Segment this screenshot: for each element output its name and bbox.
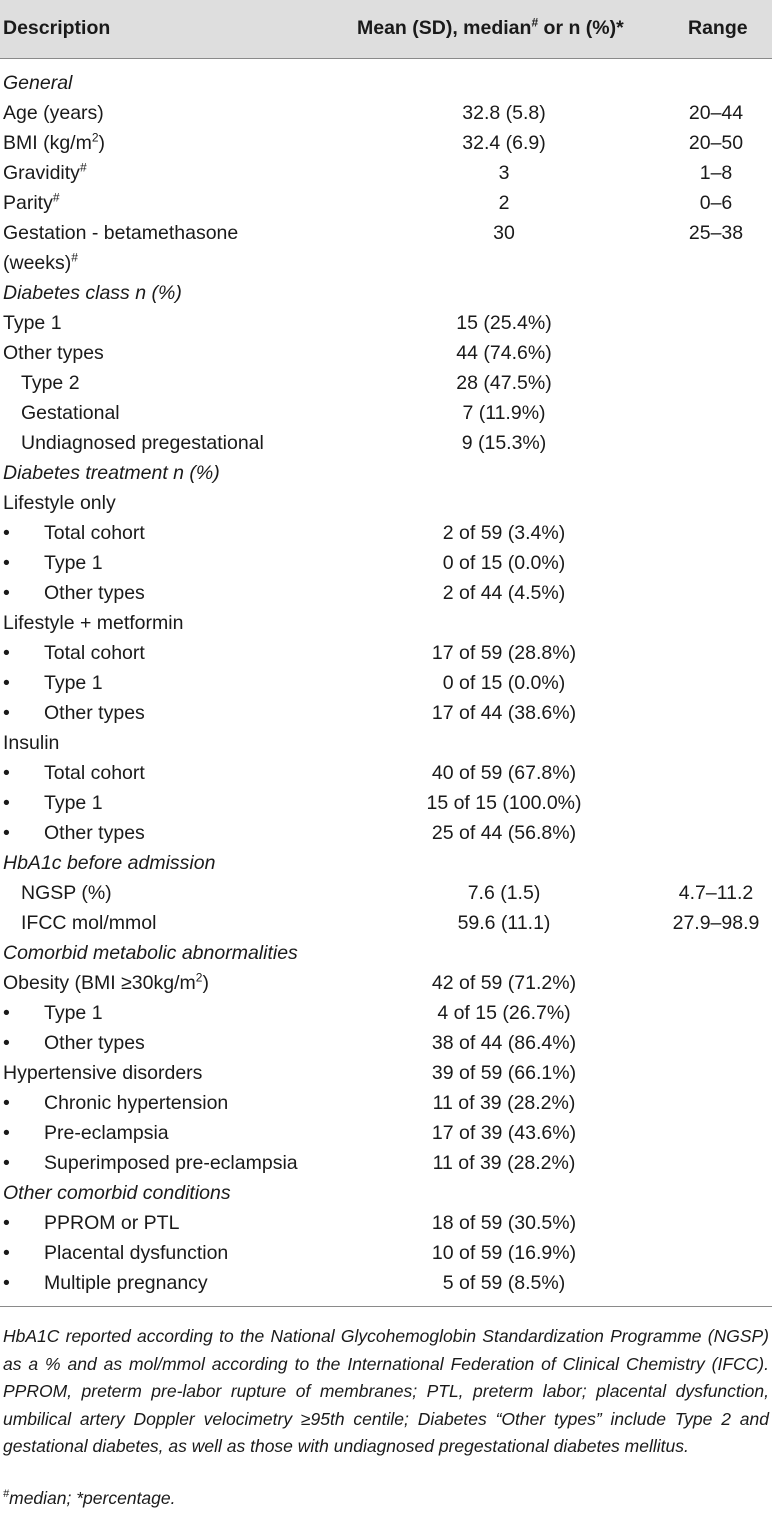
table-row <box>0 878 772 908</box>
table-footnote: HbA1C reported according to the National Glycohemoglobin Standardization Programme (NGSP) as a % and as mol/mmol according to the International Federation of Clinical Chemistry (IFCC). PPROM, preterm pre-labor rupture of membranes; PTL, preterm labor; placental dysfunction, umbilical artery Doppler velocimetry ≥95th centile; Diabetes “Other types” include Type 2 and gestational diabetes, as well as those with undiagnosed pregestational diabetes mellitus. <box>3 1326 769 1456</box>
row-label-text: Other types <box>3 342 104 364</box>
row-range: 20–50 <box>688 132 744 154</box>
table-row <box>0 968 772 998</box>
row-value: 40 of 59 (67.8%) <box>431 762 577 784</box>
table-header <box>0 0 772 59</box>
row-label <box>44 1268 208 1298</box>
row-value: 17 of 44 (38.6%) <box>431 702 577 724</box>
row-label-text: Type 1 <box>44 1002 103 1024</box>
table-row <box>0 1238 772 1268</box>
bullet-icon: • <box>3 762 10 784</box>
row-label-after: ) <box>98 132 106 154</box>
header-mean-suffix: or n (%)* <box>538 17 624 39</box>
row-value: 17 of 39 (43.6%) <box>431 1122 577 1144</box>
bullet-icon: • <box>3 672 10 694</box>
row-value: 2 <box>498 192 510 214</box>
row-label-sup: # <box>79 160 87 175</box>
row-value: 7.6 (1.5) <box>467 882 541 904</box>
table-row <box>0 428 772 458</box>
row-label-text: Lifestyle + metformin <box>3 612 184 634</box>
bullet-icon: • <box>3 1002 10 1024</box>
table-row <box>0 338 772 368</box>
row-label <box>3 938 298 968</box>
row-label-text: Total cohort <box>44 762 145 784</box>
row-value: 11 of 39 (28.2%) <box>432 1092 576 1114</box>
table-row <box>0 1058 772 1088</box>
row-label-text: Diabetes class n (%) <box>3 282 182 304</box>
row-value: 5 of 59 (8.5%) <box>442 1272 566 1294</box>
row-label <box>3 188 60 218</box>
row-range: 1–8 <box>699 162 733 184</box>
row-label-text: Gravidity <box>3 162 80 184</box>
table-row <box>0 578 772 608</box>
bullet-icon: • <box>3 1122 10 1144</box>
row-value: 25 of 44 (56.8%) <box>431 822 577 844</box>
header-range: Range <box>688 17 748 39</box>
table-row <box>0 1268 772 1298</box>
table-row <box>0 368 772 398</box>
row-value: 15 of 15 (100.0%) <box>426 792 582 814</box>
table-row <box>0 908 772 938</box>
bullet-icon: • <box>3 522 10 544</box>
section-row <box>0 1178 772 1208</box>
footnote-legend-text: median; *percentage. <box>9 1488 176 1508</box>
bullet-icon: • <box>3 552 10 574</box>
row-label <box>3 458 220 488</box>
row-label <box>3 68 72 98</box>
table-row <box>0 668 772 698</box>
header-mean-sup: # <box>531 15 539 30</box>
row-value: 7 (11.9%) <box>462 402 546 424</box>
row-label-text: Lifestyle only <box>3 492 116 514</box>
row-label-text: Type 1 <box>44 672 103 694</box>
row-label-text: Obesity (BMI ≥30kg/m <box>3 972 196 994</box>
row-label-after: ) <box>202 972 209 994</box>
row-value: 17 of 59 (28.8%) <box>431 642 577 664</box>
row-label <box>3 608 183 638</box>
row-label-text: Type 1 <box>44 552 103 574</box>
row-label-text: Placental dysfunction <box>44 1242 229 1264</box>
table-row <box>0 608 772 638</box>
table-row <box>0 1088 772 1118</box>
row-label-text: Chronic hypertension <box>44 1092 229 1114</box>
row-label <box>44 1208 179 1238</box>
row-label <box>44 1028 145 1058</box>
footnote-divider <box>0 1306 772 1307</box>
bullet-icon: • <box>3 1032 10 1054</box>
row-value: 32.4 (6.9) <box>462 132 546 154</box>
row-value: 0 of 15 (0.0%) <box>442 552 566 574</box>
row-label-text: General <box>3 72 73 94</box>
row-label <box>21 398 120 428</box>
row-value: 18 of 59 (30.5%) <box>431 1212 577 1234</box>
table-footnote-legend <box>3 1485 769 1513</box>
row-label-text: Hypertensive disorders <box>3 1062 203 1084</box>
row-label-text: HbA1c before admission <box>3 852 216 874</box>
row-value: 3 <box>498 162 510 184</box>
row-label-text: PPROM or PTL <box>44 1212 180 1234</box>
row-label <box>21 878 112 908</box>
row-label <box>3 338 104 368</box>
row-label <box>3 158 87 188</box>
row-label <box>44 518 145 548</box>
row-value: 30 <box>493 222 515 244</box>
row-label-text: Other comorbid conditions <box>3 1182 231 1204</box>
row-label-text: Other types <box>44 702 145 724</box>
bullet-icon: • <box>3 792 10 814</box>
bullet-icon: • <box>3 1092 10 1114</box>
row-value: 39 of 59 (66.1%) <box>431 1062 577 1084</box>
row-range: 27.9–98.9 <box>672 912 760 934</box>
section-row <box>0 278 772 308</box>
table-row <box>0 188 772 218</box>
table-row <box>0 128 772 158</box>
row-label <box>3 308 62 338</box>
row-label-text: Pre-eclampsia <box>44 1122 169 1144</box>
row-label <box>44 818 145 848</box>
section-row <box>0 458 772 488</box>
bullet-icon: • <box>3 1272 10 1294</box>
table-row <box>0 1148 772 1178</box>
row-label-text: Type 2 <box>21 372 80 394</box>
table-row <box>0 698 772 728</box>
row-label-text: Total cohort <box>44 522 145 544</box>
row-range: 0–6 <box>699 192 733 214</box>
row-label-text: BMI (kg/m <box>3 132 92 154</box>
section-row <box>0 848 772 878</box>
table-row <box>0 158 772 188</box>
row-label <box>21 368 80 398</box>
footnote-legend-sup: # <box>3 1488 10 1501</box>
table-row <box>0 998 772 1028</box>
row-label <box>44 998 103 1028</box>
row-label-text: Other types <box>44 822 145 844</box>
row-range: 25–38 <box>688 222 744 244</box>
row-value: 38 of 44 (86.4%) <box>431 1032 577 1054</box>
row-label <box>3 728 59 758</box>
table-row <box>0 758 772 788</box>
row-value: 4 of 15 (26.7%) <box>437 1002 571 1024</box>
row-value: 2 of 59 (3.4%) <box>442 522 566 544</box>
row-label <box>21 908 156 938</box>
table-row <box>0 248 772 278</box>
bullet-icon: • <box>3 1152 10 1174</box>
row-label-sup: 2 <box>195 970 203 985</box>
row-label <box>21 428 264 458</box>
table-row <box>0 1208 772 1238</box>
table-row <box>0 218 772 248</box>
row-label <box>3 218 238 248</box>
row-value: 11 of 39 (28.2%) <box>432 1152 576 1174</box>
table-row <box>0 1118 772 1148</box>
row-label <box>3 98 104 128</box>
row-label <box>44 698 145 728</box>
row-value: 44 (74.6%) <box>456 342 552 364</box>
row-label-text: Type 1 <box>44 792 103 814</box>
bullet-icon: • <box>3 1212 10 1234</box>
row-value: 59.6 (11.1) <box>457 912 551 934</box>
row-label <box>44 1088 228 1118</box>
row-label-text: Gestational <box>21 402 120 424</box>
bullet-icon: • <box>3 822 10 844</box>
row-label <box>44 578 145 608</box>
row-label <box>44 788 103 818</box>
row-label-text: Other types <box>44 1032 145 1054</box>
table-row <box>0 518 772 548</box>
bullet-icon: • <box>3 642 10 664</box>
row-label-text: Gestation - betamethasone <box>3 222 239 244</box>
row-range: 4.7–11.2 <box>678 882 754 904</box>
row-label-text: Parity <box>3 192 53 214</box>
row-value: 9 (15.3%) <box>461 432 547 454</box>
row-label <box>44 1238 228 1268</box>
row-label-text: (weeks) <box>3 252 72 274</box>
row-label <box>3 128 105 158</box>
row-label <box>3 1178 231 1208</box>
table-row <box>0 1028 772 1058</box>
table-row <box>0 308 772 338</box>
row-value: 32.8 (5.8) <box>462 102 546 124</box>
row-label <box>44 668 103 698</box>
row-label <box>44 758 145 788</box>
table-row <box>0 638 772 668</box>
row-label <box>3 488 116 518</box>
header-mean-prefix: Mean (SD), median <box>357 17 532 39</box>
row-range: 20–44 <box>688 102 744 124</box>
row-value: 10 of 59 (16.9%) <box>431 1242 577 1264</box>
row-label <box>44 1118 169 1148</box>
row-label-text: Other types <box>44 582 145 604</box>
table-row <box>0 98 772 128</box>
table-row <box>0 488 772 518</box>
bullet-icon: • <box>3 1242 10 1264</box>
row-label <box>3 968 209 998</box>
row-label-text: Insulin <box>3 732 60 754</box>
table-row <box>0 548 772 578</box>
row-label-sup: 2 <box>91 130 99 145</box>
row-label <box>3 278 182 308</box>
row-label-text: Comorbid metabolic abnormalities <box>3 942 298 964</box>
row-value: 0 of 15 (0.0%) <box>442 672 566 694</box>
section-row <box>0 68 772 98</box>
row-label-text: Superimposed pre-eclampsia <box>44 1152 298 1174</box>
row-label <box>44 548 103 578</box>
table-row <box>0 398 772 428</box>
row-label-text: Undiagnosed pregestational <box>21 432 264 454</box>
row-label-sup: # <box>52 190 60 205</box>
row-label <box>3 848 215 878</box>
row-label-text: Total cohort <box>44 642 145 664</box>
row-label-text: Diabetes treatment n (%) <box>3 462 220 484</box>
row-value: 15 (25.4%) <box>456 312 552 334</box>
row-label <box>44 638 145 668</box>
table-row <box>0 818 772 848</box>
bullet-icon: • <box>3 702 10 724</box>
row-value: 2 of 44 (4.5%) <box>442 582 566 604</box>
bullet-icon: • <box>3 582 10 604</box>
row-label <box>3 248 78 278</box>
header-description: Description <box>3 17 111 39</box>
row-label <box>44 1148 298 1178</box>
row-label-sup: # <box>71 250 78 265</box>
row-label-text: IFCC mol/mmol <box>21 912 157 934</box>
row-label-text: Multiple pregnancy <box>44 1272 208 1294</box>
row-value: 42 of 59 (71.2%) <box>431 972 577 994</box>
row-label-text: Age (years) <box>3 102 104 124</box>
header-mean <box>357 17 624 40</box>
table-row <box>0 728 772 758</box>
row-label <box>3 1058 202 1088</box>
row-value: 28 (47.5%) <box>456 372 552 394</box>
section-row <box>0 938 772 968</box>
table-row <box>0 788 772 818</box>
row-label-text: NGSP (%) <box>21 882 112 904</box>
row-label-text: Type 1 <box>3 312 62 334</box>
